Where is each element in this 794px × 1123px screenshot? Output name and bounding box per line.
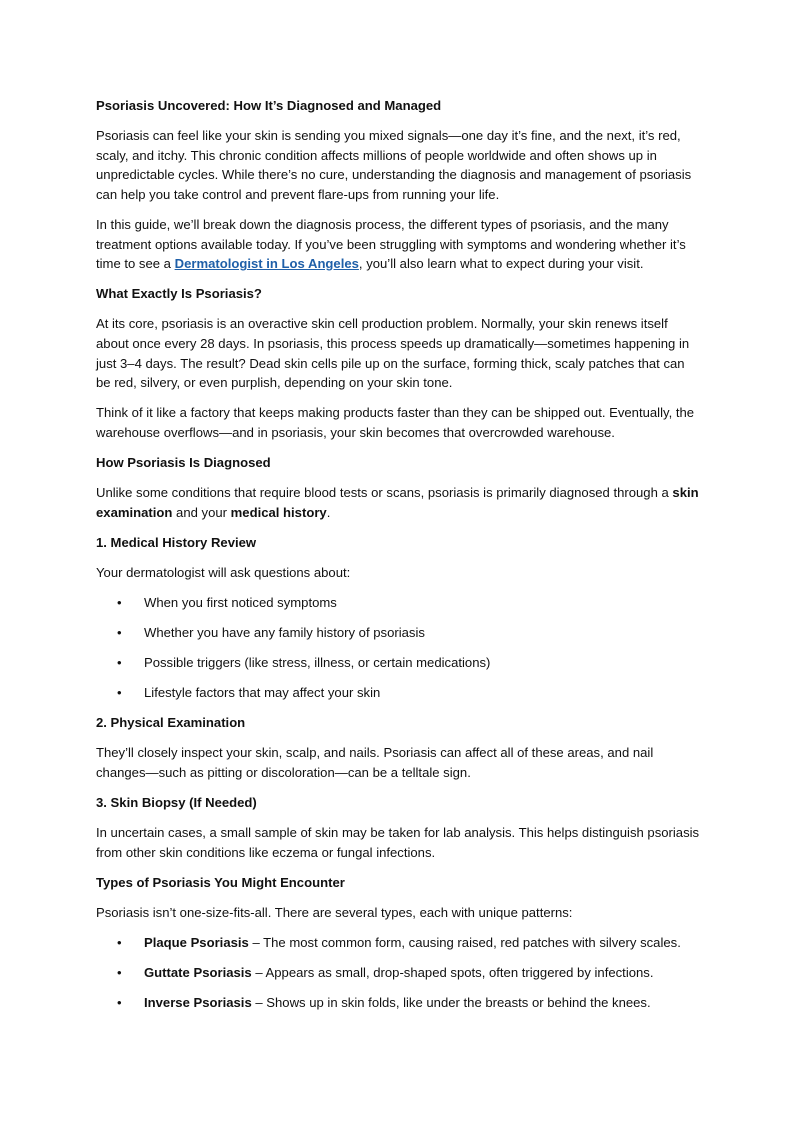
- list-item-text: Possible triggers (like stress, illness, or certain medications): [144, 655, 491, 671]
- list-item-text: Lifestyle factors that may affect your skin: [144, 685, 381, 701]
- bullet-icon: •: [117, 965, 122, 981]
- what-paragraph-1: At its core, psoriasis is an overactive skin cell production problem. Normally, your skin renews itself about once every 28 days. In psoriasis, this process speeds up dramatically—sometimes happening in just 3–4 days. The result? Dead skin cells pile up on the surface, forming thick, scaly patches that can be red, silvery, or even purplish, depending on your skin tone.: [96, 316, 690, 391]
- intro-text-end: , you’ll also learn what to expect during your visit.: [358, 256, 644, 272]
- list-item: [96, 993, 700, 1013]
- intro-text: In this guide, we’ll break down the diagnosis process, the different types of psoriasis, and the many treatment options available today. If you’ve been struggling with symptoms and wondering whether it’s time to see a: [96, 216, 686, 272]
- bullet-icon: •: [117, 935, 122, 950]
- list-item: [96, 593, 700, 613]
- bullet-icon: •: [117, 624, 122, 640]
- list-item-text: Whether you have any family history of psoriasis: [144, 624, 425, 640]
- list-item: [96, 623, 700, 643]
- type-description: – The most common form, causing raised, red patches with silvery scales.: [248, 935, 681, 950]
- what-paragraph-2: Think of it like a factory that keeps making products faster than they can be shipped out. Eventually, the warehouse overflows—and in psoriasis, your skin becomes that overcrowded warehouse.: [96, 405, 695, 440]
- types-intro: Psoriasis isn’t one-size-fits-all. There are several types, each with unique patterns:: [96, 904, 573, 920]
- bold-skin-examination: skin examination: [96, 485, 699, 520]
- list-item: [96, 683, 700, 703]
- subheading-physical-examination: 2. Physical Examination: [96, 715, 246, 731]
- list-item: [96, 963, 700, 983]
- bold-medical-history: medical history: [230, 504, 327, 520]
- diagnosis-text-end: .: [326, 504, 331, 520]
- list-item: [96, 933, 700, 953]
- medical-history-list: [96, 593, 700, 703]
- section-heading-what: What Exactly Is Psoriasis?: [96, 286, 262, 302]
- type-description: – Appears as small, drop-shaped spots, often triggered by infections.: [251, 965, 654, 981]
- intro-paragraph-2: [96, 215, 700, 274]
- type-name: Inverse Psoriasis: [144, 995, 252, 1011]
- diagnosis-text: Unlike some conditions that require blood tests or scans, psoriasis is primarily diagnosed through a: [96, 485, 673, 500]
- dermatologist-link[interactable]: Dermatologist in Los Angeles: [174, 256, 359, 272]
- type-name: Plaque Psoriasis: [144, 935, 249, 950]
- subheading-medical-history: 1. Medical History Review: [96, 534, 257, 550]
- list-item: [96, 653, 700, 673]
- bullet-icon: •: [117, 685, 122, 701]
- bullet-icon: •: [117, 995, 122, 1011]
- document-title: Psoriasis Uncovered: How It’s Diagnosed and Managed: [96, 98, 442, 113]
- subheading-skin-biopsy: 3. Skin Biopsy (If Needed): [96, 795, 257, 811]
- document-page: [96, 96, 700, 1023]
- bullet-icon: •: [117, 594, 122, 610]
- list-item-text: When you first noticed symptoms: [144, 594, 337, 610]
- diagnosis-text-mid: and your: [172, 504, 231, 520]
- section-heading-types: Types of Psoriasis You Might Encounter: [96, 874, 345, 890]
- medical-history-intro: Your dermatologist will ask questions about:: [96, 564, 351, 580]
- physical-examination-paragraph: They’ll closely inspect your skin, scalp, and nails. Psoriasis can affect all of these areas, and nail changes—such as pitting or discoloration—can be a telltale sign.: [96, 745, 654, 780]
- type-name: Guttate Psoriasis: [144, 965, 252, 981]
- bullet-icon: •: [117, 655, 122, 671]
- intro-paragraph-1: Psoriasis can feel like your skin is sending you mixed signals—one day it’s fine, and the next, it’s red, scaly, and itchy. This chronic condition affects millions of people worldwide and often shows up in unpredictable cycles. While there’s no cure, understanding the diagnosis and management of psoriasis can help you take control and prevent flare-ups from running your life.: [96, 128, 692, 202]
- skin-biopsy-paragraph: In uncertain cases, a small sample of skin may be taken for lab analysis. This helps distinguish psoriasis from other skin conditions like eczema or fungal infections.: [96, 825, 700, 860]
- section-heading-diagnosis: How Psoriasis Is Diagnosed: [96, 454, 271, 470]
- psoriasis-types-list: [96, 933, 700, 1013]
- diagnosis-paragraph: [96, 483, 700, 522]
- type-description: – Shows up in skin folds, like under the breasts or behind the knees.: [251, 995, 651, 1011]
